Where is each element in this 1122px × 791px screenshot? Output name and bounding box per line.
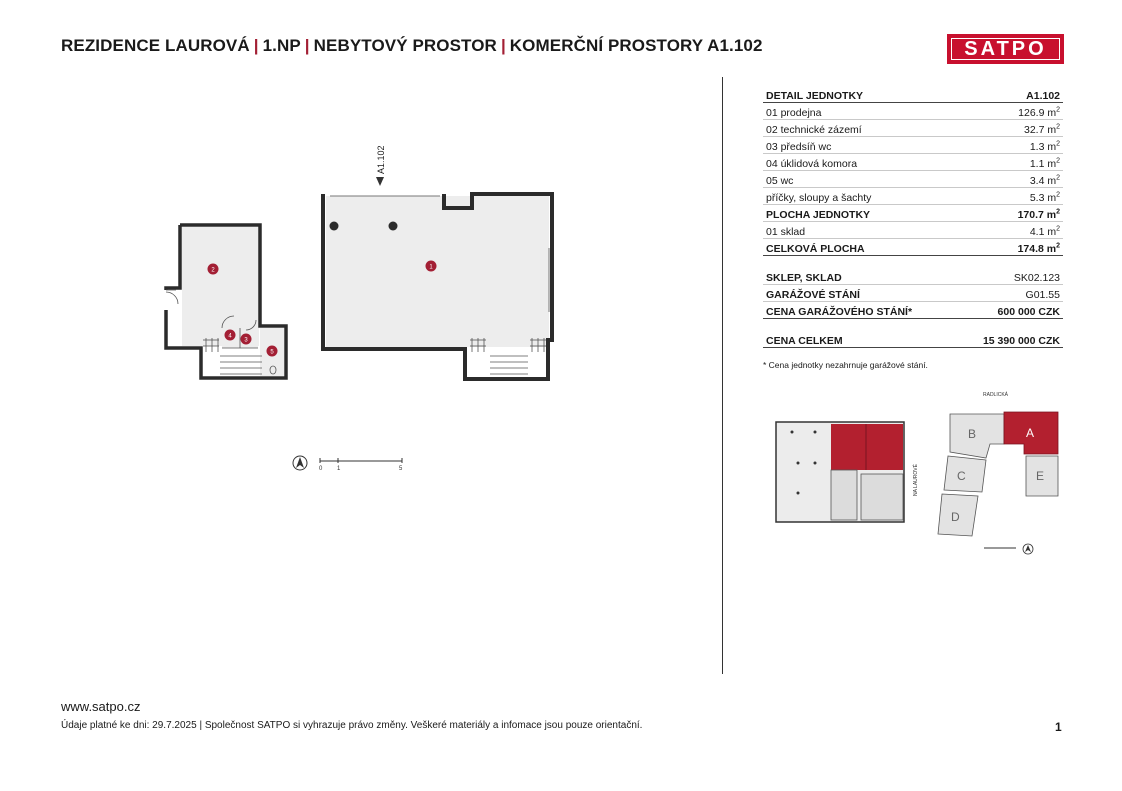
sklad-label: 01 sklad [766, 226, 806, 238]
room-number-5: 5 [270, 349, 274, 356]
extra-value: G01.55 [1025, 289, 1060, 301]
building-label-e: E [1036, 469, 1045, 483]
room-number-2: 2 [211, 267, 215, 274]
room-number-4: 4 [228, 333, 232, 340]
title-separator: | [500, 36, 506, 55]
page-number: 1 [1055, 720, 1062, 734]
title-unit: KOMERČNÍ PROSTORY A1.102 [509, 36, 763, 55]
room-prodejna [323, 194, 552, 379]
extra-label: GARÁŽOVÉ STÁNÍ [766, 289, 860, 301]
entrance-arrow-icon [376, 177, 384, 186]
room-area: 5.3 $m^2$ [1029, 191, 1060, 204]
room-area: 32.7 $m^2$ [1023, 123, 1060, 136]
title-floor: 1.NP [262, 36, 301, 55]
detail-row [763, 188, 1063, 205]
detail-header-row [763, 86, 1063, 103]
satpo-logo [947, 34, 1064, 64]
price-footnote: * Cena jednotky nezahrnuje garážové stání. [763, 360, 928, 370]
logo-text: SATPO [964, 37, 1047, 60]
room-label: 02 technické zázemí [766, 124, 862, 136]
floor-key-plan [772, 418, 919, 526]
title-type: NEBYTOVÝ PROSTOR [313, 36, 497, 55]
room-technicke-zazemi [166, 225, 286, 378]
celkova-row [763, 239, 1063, 256]
room-area: 1.3 $m^2$ [1029, 140, 1060, 153]
scale-tick: 5 [399, 466, 403, 472]
room-label: příčky, sloupy a šachty [766, 192, 872, 204]
celkova-value: 174.8 $m^2$ [1017, 242, 1060, 255]
room-label: 05 wc [766, 175, 794, 187]
street-label-side: NA LAUROVÉ [913, 464, 919, 496]
total-price-row [763, 331, 1063, 348]
building-label-d: D [951, 510, 960, 524]
building-label-c: C [957, 469, 966, 483]
room-area: 3.4 $m^2$ [1029, 174, 1060, 187]
scale-tick: 0 [319, 466, 323, 472]
extra-value: 600 000 CZK [997, 306, 1060, 318]
column-pillar [330, 222, 339, 231]
extra-row [763, 285, 1063, 302]
extra-label: CENA GARÁŽOVÉHO STÁNÍ* [766, 306, 913, 318]
title-separator: | [304, 36, 310, 55]
street-label-top: RADLICKÁ [983, 392, 1009, 398]
detail-row [763, 120, 1063, 137]
room-number-3: 3 [244, 337, 248, 344]
extra-value: SK02.123 [1013, 272, 1060, 284]
footer-disclaimer: Údaje platné ke dni: 29.7.2025 | Společnost SATPO si vyhrazuje právo změny. Veškeré materiály a infomace jsou pouze orientační. [61, 720, 643, 731]
column-divider [722, 77, 723, 674]
total-label: CENA CELKEM [766, 335, 843, 347]
unit-label: A1.102 [376, 145, 386, 174]
room-area: 126.9 $m^2$ [1018, 106, 1060, 119]
detail-row [763, 154, 1063, 171]
scale-bar [293, 456, 403, 472]
unit-detail-table [763, 86, 1063, 370]
scale-tick: 1 [337, 466, 341, 472]
room-label: 04 úklidová komora [766, 158, 858, 170]
extra-row [763, 268, 1063, 285]
detail-row [763, 171, 1063, 188]
building-label-a: A [1026, 426, 1035, 440]
plocha-row [763, 205, 1063, 222]
site-key-plan [930, 384, 1066, 558]
room-number-1: 1 [429, 264, 433, 271]
building-b [950, 414, 1004, 458]
room-label: 01 prodejna [766, 107, 822, 119]
total-value: 15 390 000 CZK [982, 335, 1060, 347]
sklad-value: 4.1 $m^2$ [1029, 225, 1060, 238]
plocha-value: 170.7 $m^2$ [1017, 208, 1060, 221]
celkova-label: CELKOVÁ PLOCHA [766, 243, 865, 255]
title-project: REZIDENCE LAUROVÁ [61, 36, 250, 55]
column-pillar [389, 222, 398, 231]
website-link[interactable]: www.satpo.cz [61, 699, 141, 714]
building-label-b: B [968, 427, 977, 441]
detail-unit-code: A1.102 [1026, 90, 1060, 102]
extra-row [763, 302, 1063, 319]
detail-row [763, 103, 1063, 120]
title-separator: | [253, 36, 259, 55]
page-title [61, 36, 763, 56]
room-label: 03 předsíň wc [766, 141, 832, 153]
detail-row [763, 137, 1063, 154]
extra-label: SKLEP, SKLAD [766, 272, 842, 284]
plocha-label: PLOCHA JEDNOTKY [766, 209, 871, 221]
room-area: 1.1 $m^2$ [1029, 157, 1060, 170]
sklad-row [763, 222, 1063, 239]
floor-plan [140, 130, 580, 480]
detail-title: DETAIL JEDNOTKY [766, 90, 864, 102]
